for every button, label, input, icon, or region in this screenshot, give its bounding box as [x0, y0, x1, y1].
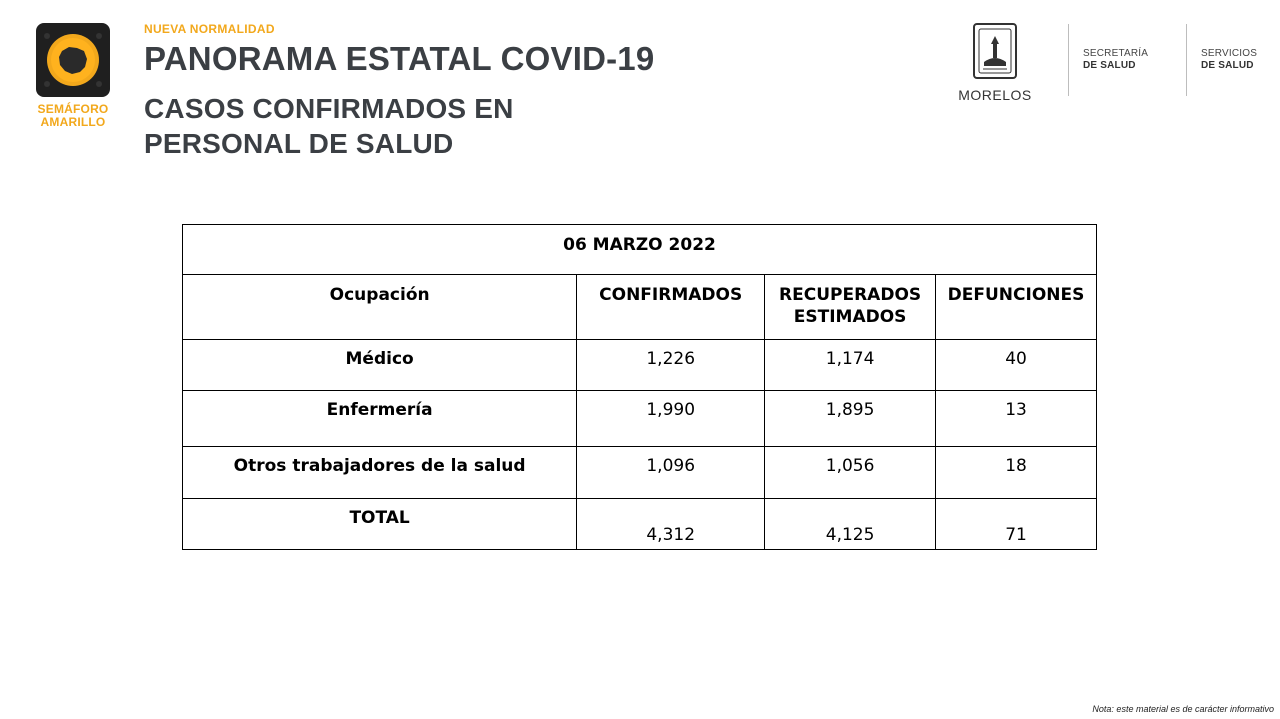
- servicios-de-salud-logo: [1201, 48, 1257, 72]
- header-divider: [1068, 24, 1069, 96]
- header-confirmados: CONFIRMADOS: [577, 275, 765, 340]
- cell-defunciones: 18: [936, 447, 1097, 499]
- cell-confirmados: 1,990: [577, 391, 765, 447]
- cell-confirmados: 1,226: [577, 340, 765, 391]
- header-recuperados-line1: RECUPERADOS: [779, 285, 922, 305]
- table-row: [183, 340, 1097, 391]
- semaforo-label: [36, 103, 110, 129]
- semaforo-map-icon: [36, 23, 110, 97]
- subtitle-line1: CASOS CONFIRMADOS EN: [144, 93, 514, 124]
- cell-total-confirmados: 4,312: [577, 499, 765, 550]
- cell-total-recuperados: 4,125: [765, 499, 936, 550]
- semaforo-label-line1: SEMÁFORO: [37, 102, 109, 116]
- header-ocupacion: Ocupación: [183, 275, 577, 340]
- table-row: [183, 391, 1097, 447]
- subtitle-line2: PERSONAL DE SALUD: [144, 128, 454, 159]
- table-total-row: [183, 499, 1097, 550]
- header-recuperados-line2: ESTIMADOS: [793, 307, 907, 327]
- secretaria-line2: DE SALUD: [1083, 60, 1136, 71]
- servicios-line2: DE SALUD: [1201, 60, 1254, 71]
- header-recuperados: [765, 275, 936, 340]
- cell-ocupacion: Médico: [183, 340, 577, 391]
- cell-confirmados: 1,096: [577, 447, 765, 499]
- servicios-line1: SERVICIOS: [1201, 48, 1258, 59]
- page-title: PANORAMA ESTATAL COVID-19: [144, 40, 655, 77]
- state-name: MORELOS: [958, 87, 1032, 103]
- morelos-logo: [955, 22, 1035, 103]
- header-defunciones: DEFUNCIONES: [936, 275, 1097, 340]
- cell-ocupacion: Otros trabajadores de la salud: [183, 447, 577, 499]
- cell-recuperados: 1,174: [765, 340, 936, 391]
- cell-ocupacion: Enfermería: [183, 391, 577, 447]
- table-row: [183, 447, 1097, 499]
- cell-defunciones: 13: [936, 391, 1097, 447]
- footer-note: Nota: este material es de carácter informativo: [1092, 704, 1274, 714]
- secretaria-line1: SECRETARÍA: [1083, 48, 1149, 59]
- cell-recuperados: 1,895: [765, 391, 936, 447]
- table-date: 06 MARZO 2022: [183, 225, 1097, 275]
- cell-recuperados: 1,056: [765, 447, 936, 499]
- morelos-seal-icon: [971, 22, 1019, 80]
- semaforo-label-line2: AMARILLO: [40, 115, 106, 129]
- cell-defunciones: 40: [936, 340, 1097, 391]
- secretaria-de-salud-logo: [1083, 48, 1148, 72]
- header-divider: [1186, 24, 1187, 96]
- page-subtitle: [144, 91, 514, 161]
- cell-total-label: TOTAL: [183, 499, 577, 550]
- semaforo-badge: [36, 23, 110, 129]
- cell-total-defunciones: 71: [936, 499, 1097, 550]
- pre-title: NUEVA NORMALIDAD: [144, 22, 275, 36]
- health-personnel-table: [182, 224, 1097, 550]
